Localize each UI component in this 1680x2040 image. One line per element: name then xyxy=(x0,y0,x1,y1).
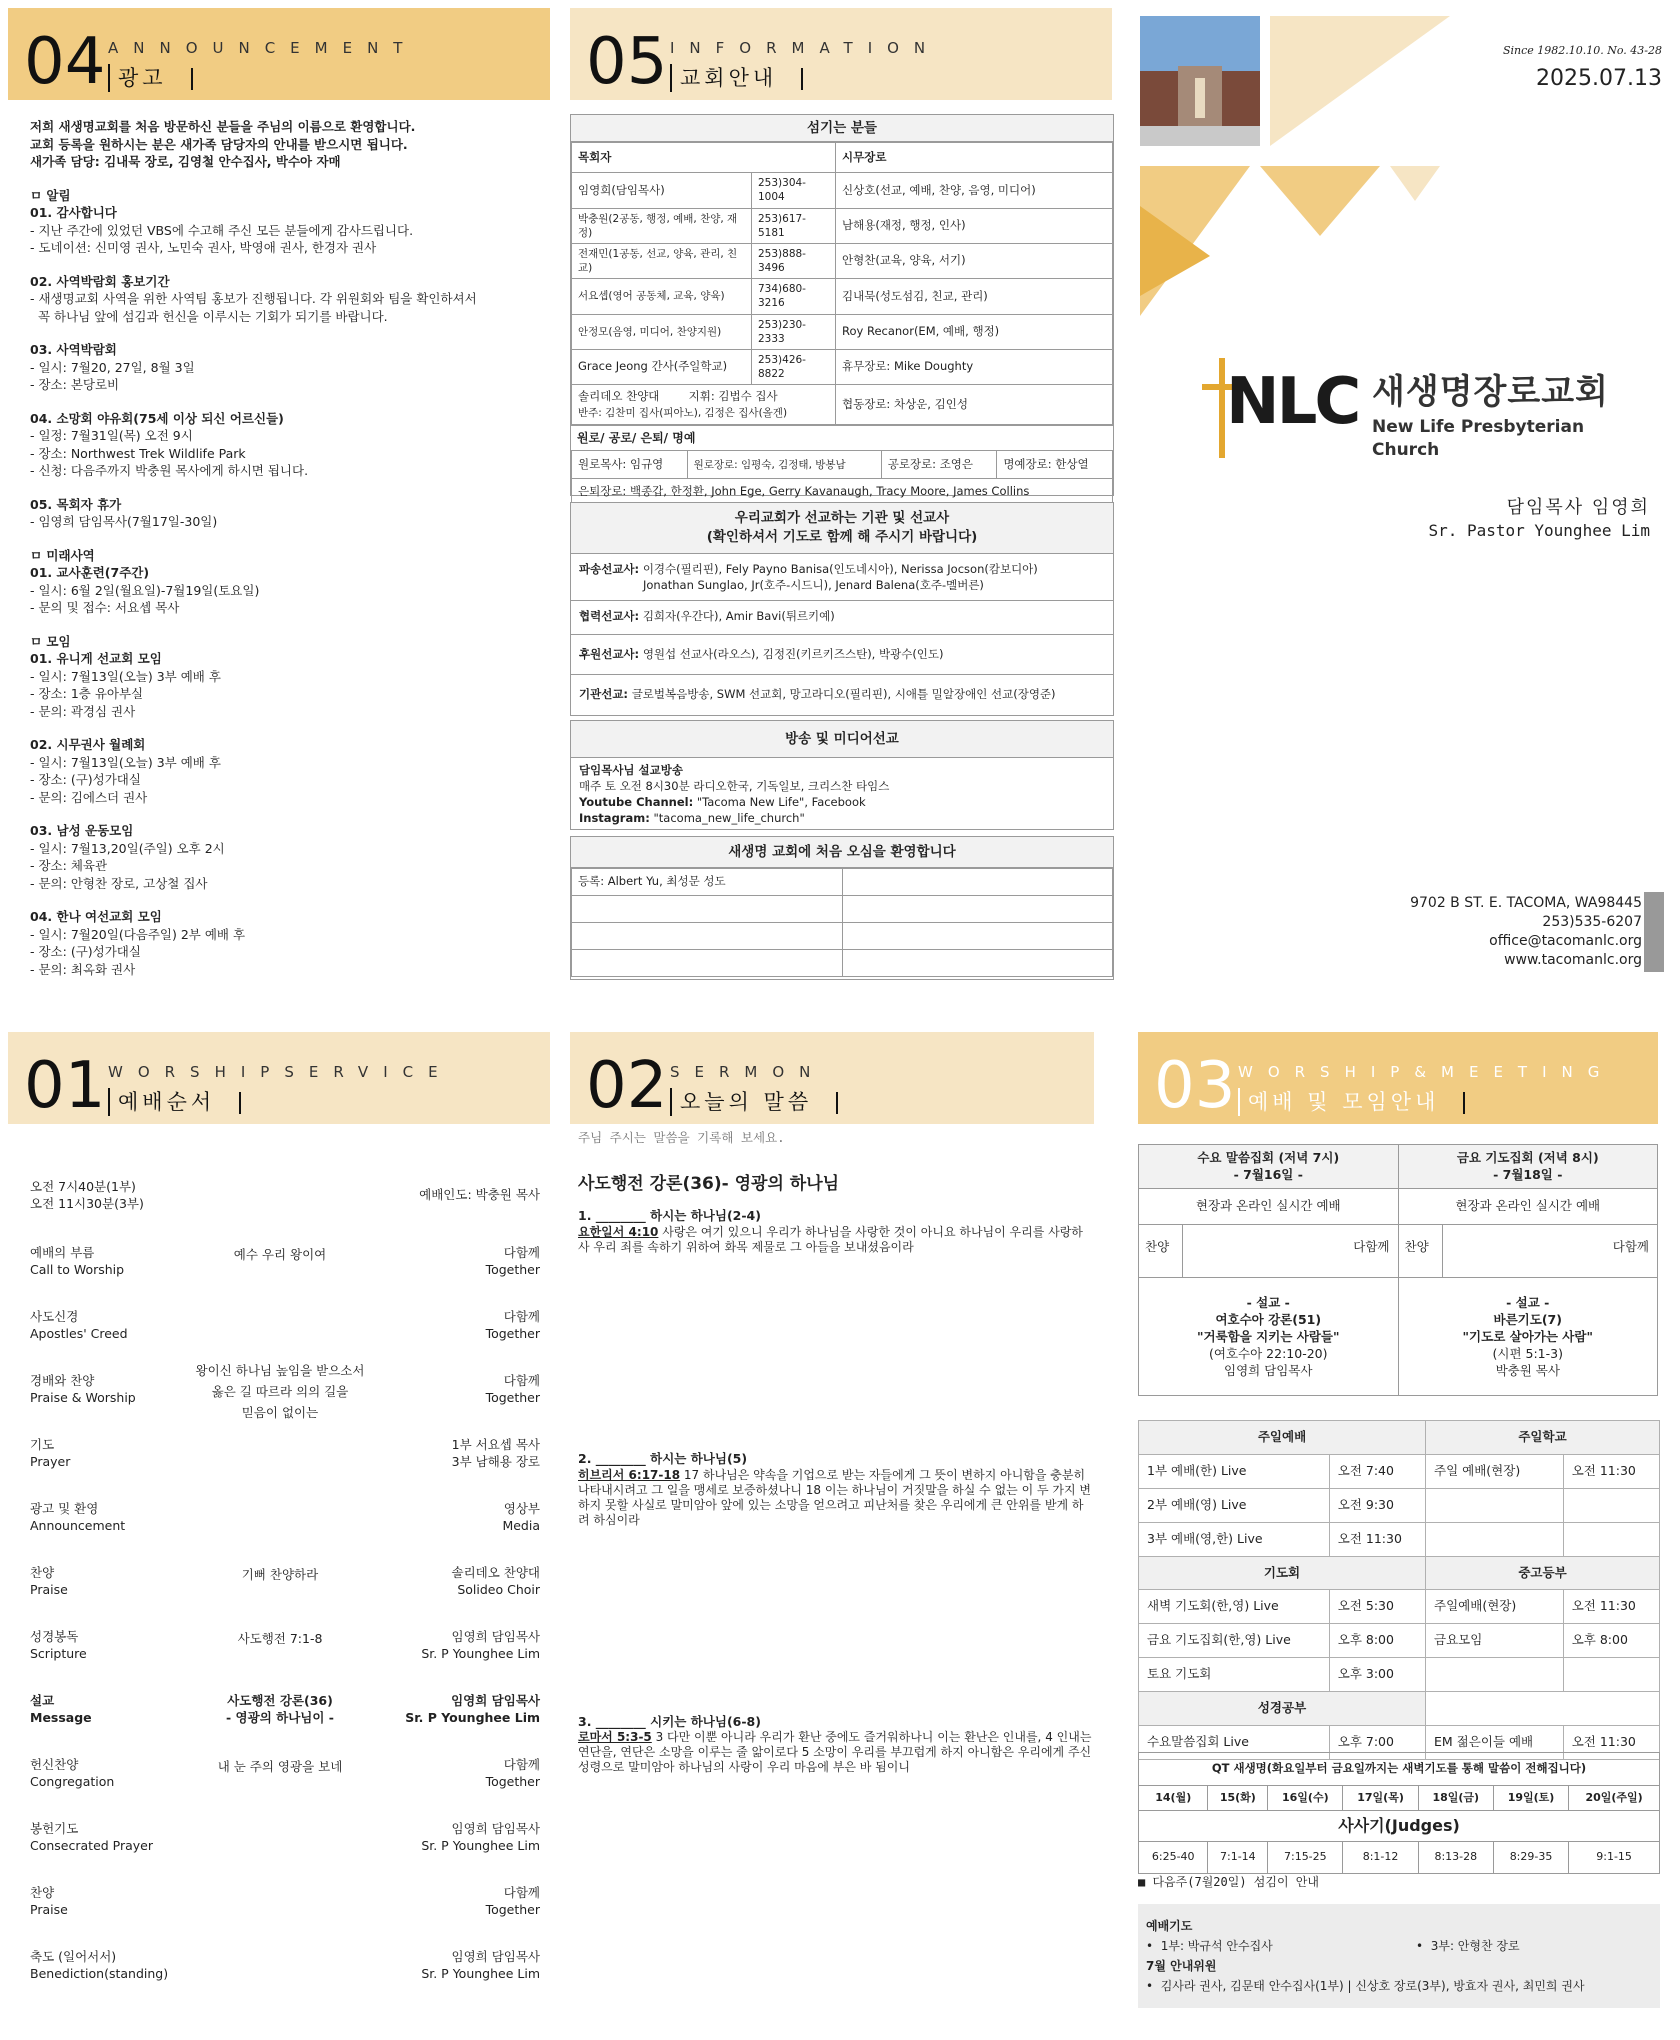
servers-box: 예배기도 • 1부: 박규석 안수집사 • 3부: 안형찬 장로 7월 안내위원 • 김사라 권사, 김문태 안수집사(1부) | 신상호 장로(3부), 방효자 권사, 최민희 권사 xyxy=(1138,1904,1660,2008)
qt-day: 17일(목) xyxy=(1343,1785,1418,1811)
sermon-point-1: 1. ________ 하시는 하나님(2-4) 요한일서 4:10 사랑은 여기 있으니 우리가 하나님을 사랑한 것이 아니요 하나님이 우리를 사랑하사 우리 죄를 속하기 위하여 화목 제물로 그 아들을 보내셨음이라 xyxy=(578,1207,1083,1254)
worship-item: 기도 Prayer 1부 서요셉 목사 3부 남해용 장로 xyxy=(30,1437,540,1469)
section-kor-title: 교회안내 xyxy=(670,64,803,92)
weekly-schedule-table: 주일예배 주일학교 1부 예배(한) Live 오전 7:40 주일 예배(현장) 오전 11:30 2부 예배(영) Live 오전 9:30 3부 예배(영,한) Live 오전 11:30 기도회 중고등부 새벽 기도회(한,영) Live 오전 5:30 주일예배(현장) 오전 11:30 금요 기도집회(한,영) Live 오후 8:00 금요모임 오후 8:00 토요 기도회 오후 3:00 성경공부 수요말씀집회 Live 오후 7:00 EM 젊은이들 예배 오전 11:30 xyxy=(1138,1420,1660,1760)
section-eng-title: ANNOUNCEMENT xyxy=(108,39,418,57)
logo-english-name: New Life Presbyterian Church xyxy=(1372,417,1585,460)
since-issue: Since 1982.10.10. No. 43-28 xyxy=(1502,44,1662,57)
qt-reading-table: QT 새생명(화요일부터 금요일까지는 새벽기도를 통해 말씀이 전해집니다) 14(월) 15(화) 16일(수) 17일(목) 18일(금) 19일(토) 20일(주일) 사사기(Judges) 6:25-40 7:1-14 7:15-25 8:1-12 8:13-28 8:29-35 9:1-15 xyxy=(1138,1752,1660,1874)
announcement-header xyxy=(8,8,550,100)
sermon-notes xyxy=(578,1130,1093,1775)
announcement-item: 02. 사역박람회 홍보기간 - 새생명교회 사역을 위한 사역팀 홍보가 진행됩니다. 각 위원회와 팀을 확인하셔서 꼭 하나님 앞에 섬김과 헌신을 이루시는 기회가 되기를 바랍니다. xyxy=(30,273,477,324)
qt-day: 14(월) xyxy=(1139,1785,1208,1811)
announcement-item: 03. 남성 운동모임 - 일시: 7월13,20일(주일) 오후 2시 - 장소: 체육관 - 문의: 안형찬 장로, 고상철 집사 xyxy=(30,823,225,891)
qt-reference: 7:1-14 xyxy=(1208,1841,1268,1873)
sermon-point-3: 3. ________ 시키는 하나님(6-8) 로마서 5:3-5 3 다만 이뿐 아니라 우리가 환난 중에도 즐거워하나니 이는 환난은 인내를, 4 인내는 연단을, 연단은 소망을 이루는 줄 앎이로다 5 소망이 우리를 부끄럽게 하지 아니함은 우리에게 주신 성령으로 말미암아 하나님의 사랑이 우리 마음에 부은 바 됨이니 xyxy=(578,1713,1092,1775)
bulletin-date: 2025.07.13 xyxy=(1536,66,1662,91)
section-kor-title: 예배순서 xyxy=(108,1088,241,1116)
church-logo xyxy=(1202,348,1622,458)
worship-times: 오전 7시40분(1부) 오전 11시30분(3부) 예배인도: 박충원 목사 xyxy=(30,1179,540,1211)
worship-item: 예배의 부름 Call to Worship 예수 우리 왕이여 다함께 Together xyxy=(30,1245,540,1277)
announcement-item: 02. 시무권사 월례회 - 일시: 7월13일(오늘) 3부 예배 후 - 장소: (구)성가대실 - 문의: 김에스더 권사 xyxy=(30,737,221,805)
missions-box xyxy=(570,502,1114,716)
meeting-header xyxy=(1138,1032,1658,1124)
sermon-title: 사도행전 강론(36)- 영광의 하나님 xyxy=(578,1173,840,1194)
section-eng-title: WORSHIPSERVICE xyxy=(108,1063,453,1081)
section-number: 01 xyxy=(24,1049,106,1123)
senior-pastor-kor: 담임목사 임영희 xyxy=(1506,497,1650,518)
announcement-item: 04. 한나 여선교회 모임 - 일시: 7월20일(다음주일) 2부 예배 후 - 장소: (구)성가대실 - 문의: 최옥화 권사 xyxy=(30,909,246,977)
qt-day: 15(화) xyxy=(1208,1785,1268,1811)
staff-box xyxy=(570,114,1114,499)
worship-item: 찬양 Praise 기뻐 찬양하라 솔리데오 찬양대 Solideo Choir xyxy=(30,1565,540,1597)
qt-day: 16일(수) xyxy=(1268,1785,1343,1811)
worship-item: 광고 및 환영 Announcement 영상부 Media xyxy=(30,1501,540,1533)
section-eng-title: WORSHIP&MEETING xyxy=(1238,1063,1615,1081)
section-kor-title: 오늘의 말씀 xyxy=(670,1088,838,1116)
address-accent-bar xyxy=(1644,892,1664,972)
worship-item: 헌신찬양 Congregation 내 눈 주의 영광을 보네 다함께 Together xyxy=(30,1757,540,1789)
section-kor-title: 광고 xyxy=(108,64,193,92)
media-box xyxy=(570,720,1114,830)
worship-header xyxy=(8,1032,550,1124)
logo-letters: NLC xyxy=(1226,365,1359,439)
mission-row: 기관선교: 글로벌복음방송, SWM 선교회, 망고라디오(필리핀), 시애틀 밀알장애인 선교(장영준) xyxy=(579,687,1056,701)
logo-korean-name: 새생명장로교회 xyxy=(1372,372,1609,412)
worship-items xyxy=(30,1244,540,2012)
information-header xyxy=(570,8,1112,100)
missions-title: 우리교회가 선교하는 기관 및 선교사 (확인하셔서 기도로 함께 해 주시기 바랍니다) xyxy=(571,503,1113,554)
cover-panel xyxy=(1130,8,1670,998)
senior-pastor-eng: Sr. Pastor Younghee Lim xyxy=(1428,521,1650,540)
section-number: 05 xyxy=(586,25,668,99)
worship-order xyxy=(30,1178,540,2012)
announcement-body xyxy=(30,118,550,994)
emeritus-title: 원로/ 공로/ 은퇴/ 명예 xyxy=(571,425,1113,450)
sermon-header xyxy=(570,1032,1094,1124)
welcome-intro: 저희 새생명교회를 처음 방문하신 분들을 주님의 이름으로 환영합니다. 교회 등록을 원하시는 분은 새가족 담당자의 안내를 받으시면 됩니다. 새가족 담당: 김내묵 장로, 김영철 안수집사, 박수아 자매 xyxy=(30,119,416,169)
announcement-item: 05. 목회자 휴가 - 임영희 담임목사(7월17일-30일) xyxy=(30,496,218,529)
worship-item: 설교 Message 사도행전 강론(36) - 영광의 하나님이 - 임영희 담임목사 Sr. P Younghee Lim xyxy=(30,1693,540,1725)
announcement-item: 03. 사역박람회 - 일시: 7월20, 27일, 8월 3일 - 장소: 본당로비 xyxy=(30,342,195,392)
qt-day: 18일(금) xyxy=(1418,1785,1493,1811)
cover-decoration xyxy=(1140,16,1470,316)
worship-item: 사도신경 Apostles' Creed 다함께 Together xyxy=(30,1309,540,1341)
qt-reference: 8:13-28 xyxy=(1418,1841,1493,1873)
mission-row: 파송선교사: 이경수(필리핀), Fely Payno Banisa(인도네시아), Nerissa Jocson(캄보디아) Jonathan Sunglao, Jr(호주-시드니), Jenard Balena(호주-멜버른) xyxy=(571,554,1113,601)
section-kor-title: 예배 및 모임안내 xyxy=(1238,1088,1465,1116)
midweek-service-table: 수요 말씀집회 (저녁 7시) - 7월16일 - 금요 기도집회 (저녁 8시) - 7월18일 - 현장과 온라인 실시간 예배 현장과 온라인 실시간 예배 찬양 다함께 찬양 다함께 - 설교 - 여호수아 강론(51) "거룩함을 지키는 사람들" (여호수아 22:10-20) 임영희 담임목사 - 설교 - 바른기도(7) "기도로 살아가는 사람" (시편 5:1-3) 박충원 목사 xyxy=(1138,1144,1658,1396)
announcement-item: 01. 교사훈련(7주간) - 일시: 6월 2일(월요일)-7월19일(토요일) - 문의 및 접수: 서요셉 목사 xyxy=(30,565,260,615)
sermon-hint: 주님 주시는 말씀을 기록해 보세요. xyxy=(578,1130,785,1145)
worship-item: 성경봉독 Scripture 사도행전 7:1-8 임영희 담임목사 Sr. P Younghee Lim xyxy=(30,1629,540,1661)
section-label-future: ㅁ 미래사역 xyxy=(30,547,95,563)
section-number: 04 xyxy=(24,25,106,99)
announcement-item: 04. 소망회 야유회(75세 이상 되신 어르신들) - 일정: 7월31일(목) 오전 9시 - 장소: Northwest Trek Wildlife Park - 신청: 다음주까지 박충원 목사에게 하시면 됩니다. xyxy=(30,410,309,478)
section-label-meeting: ㅁ 모임 xyxy=(30,633,71,649)
qt-reference: 9:1-15 xyxy=(1569,1841,1660,1873)
welcome-title: 새생명 교회에 처음 오심을 환영합니다 xyxy=(571,837,1113,868)
qt-reference: 8:29-35 xyxy=(1493,1841,1568,1873)
announcement-item: 01. 유니게 선교회 모임 - 일시: 7월13일(오늘) 3부 예배 후 - 장소: 1층 유아부실 - 문의: 곽경심 권사 xyxy=(30,651,221,719)
section-number: 03 xyxy=(1154,1049,1236,1123)
sermon-point-2: 2. ________ 하시는 하나님(5) 히브리서 6:17-18 17 하나님은 약속을 기업으로 받는 자들에게 그 뜻이 변하지 아니함을 충분히 나타내시려고 그 일을 맹세로 보증하셨나니 18 이는 하나님이 거짓말을 하실 수 없는 이 두 가지 변하지 못할 사실로 말미암아 앞에 있는 소망을 얻으려고 피난처를 찾은 우리에게 큰 안위를 받게 하려 하심이라 xyxy=(578,1450,1091,1527)
qt-reference: 7:15-25 xyxy=(1268,1841,1343,1873)
mission-row: 후원선교사: 영원섭 선교사(라오스), 김정진(키르키즈스탄), 박광수(인도) xyxy=(571,635,1113,675)
worship-item: 경배와 찬양 Praise & Worship 왕이신 하나님 높임을 받으소서 옳은 길 따르라 의의 길을 믿음이 없이는 다함께 Together xyxy=(30,1363,540,1420)
square-bullet-icon: ■ xyxy=(1138,1875,1146,1889)
welcome-box xyxy=(570,836,1114,980)
qt-reference: 8:1-12 xyxy=(1343,1841,1418,1873)
worship-item: 찬양 Praise 다함께 Together xyxy=(30,1885,540,1917)
announcement-item: 01. 감사합니다 - 지난 주간에 있었던 VBS에 수고해 주신 모든 분들에게 감사드립니다. - 도네이션: 신미영 권사, 노민숙 권사, 박영애 권사, 한경자 권사 xyxy=(30,205,414,255)
worship-item: 축도 (일어서서) Benediction(standing) 임영희 담임목사 Sr. P Younghee Lim xyxy=(30,1949,540,1981)
mission-row: 협력선교사: 김희자(우간다), Amir Bavi(튀르키예) xyxy=(571,601,1113,635)
church-address: 9702 B ST. E. TACOMA, WA98445 253)535-6207 office@tacomanlc.org www.tacomanlc.org xyxy=(1410,895,1642,968)
welcome-table: 등록: Albert Yu, 최성문 성도 xyxy=(571,868,1113,977)
section-eng-title: SERMON xyxy=(670,1063,826,1081)
section-label-notice: ㅁ 알림 xyxy=(30,187,71,203)
media-text: 담임목사님 설교방송 매주 토 오전 8시30분 라디오한국, 기독일보, 크리스찬 타임스 Youtube Channel: "Tacoma New Life", Facebook Instagram: "tacoma_new_life_church" xyxy=(579,763,890,826)
worship-item: 봉헌기도 Consecrated Prayer 임영희 담임목사 Sr. P Younghee Lim xyxy=(30,1821,540,1853)
emeritus-table: 원로목사: 임규영 원로장로: 임평숙, 김정태, 방봉남 공로장로: 조영은 명예장로: 한상열 은퇴장로: 백종갑, 한정환, John Ege, Gerry Kavanaugh, Tracy Moore, James Collins xyxy=(571,450,1113,505)
qt-day: 19일(토) xyxy=(1493,1785,1568,1811)
qt-day: 20일(주일) xyxy=(1569,1785,1660,1811)
media-title: 방송 및 미디어선교 xyxy=(571,721,1113,758)
qt-reference: 6:25-40 xyxy=(1139,1841,1208,1873)
section-eng-title: INFORMATION xyxy=(670,39,941,57)
next-week-notice: ■ 다음주(7월20일) 섬김이 안내 xyxy=(1138,1875,1319,1889)
staff-title: 섬기는 분들 xyxy=(571,115,1113,142)
section-number: 02 xyxy=(586,1049,668,1123)
staff-table: 목회자 시무장로 임영희(담임목사) 253)304-1004 신상호(선교, 예배, 찬양, 음영, 미디어) 박충원(2공동, 행정, 예배, 찬양, 재정) 253)617-5181 남해용(재정, 행정, 인사) 전재민(1공동, 선교, 양육, 관리, 친교) 253)888-3496 안형찬(교육, 양육, 서기) 서요셉(영어 공동체, 교육, 양육) 734)680-3216 김내묵(성도섬김, 친교, 관리) 안정모(음영, 미디어, 찬양지원) 253)230-2333 Roy Recanor(EM, 예배, 행정) Grace Jeong 간사(주일학교) 253)426-8822 휴무장로: Mike Doughty 솔리데오 찬양대 지휘: 김법수 집사 반주: 김찬미 집사(피아노), 김정은 집사(올겐) 협동장로: 차상운, 김인성 xyxy=(571,142,1113,425)
